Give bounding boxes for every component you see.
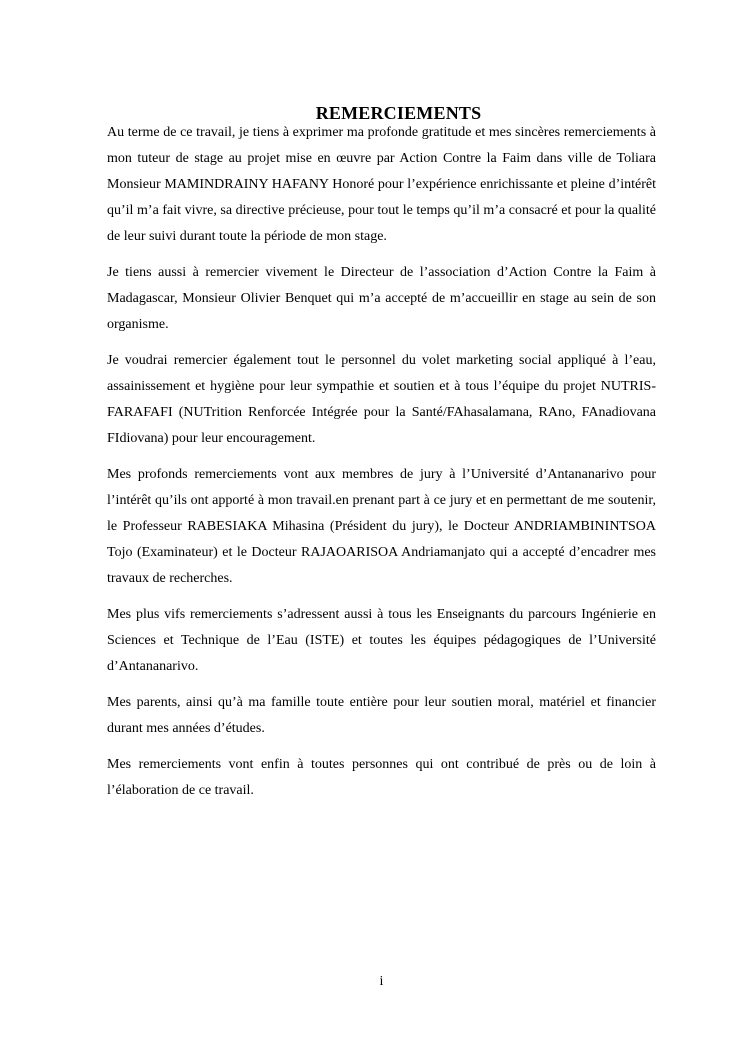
page-title: REMERCIEMENTS — [315, 103, 482, 124]
acknowledgements-body — [107, 120, 656, 814]
paragraph-closing-thanks: Mes remerciements vont enfin à toutes personnes qui ont contribué de près ou de loin à l’élaboration de ce travail. — [107, 757, 656, 798]
paragraph-family-thanks: Mes parents, ainsi qu’à ma famille toute entière pour leur soutien moral, matériel et financier durant mes années d’études. — [107, 695, 656, 736]
paragraph-director-thanks: Je tiens aussi à remercier vivement le Directeur de l’association d’Action Contre la Faim à Madagascar, Monsieur Olivier Benquet qui m’a accepté de m’accueillir en stage au sein de son organisme. — [107, 265, 656, 332]
page-number: i — [379, 974, 384, 989]
paragraph-teachers-thanks: Mes plus vifs remerciements s’adressent aussi à tous les Enseignants du parcours Ingénierie en Sciences et Technique de l’Eau (ISTE) et toutes les équipes pédagogiques de l’Université d’Antananarivo. — [107, 607, 656, 674]
paragraph-staff-thanks: Je voudrai remercier également tout le personnel du volet marketing social appliqué à l’eau, assainissement et hygiène pour leur sympathie et soutien et à tous l’équipe du projet NUTRIS-FARAFAFI (NUTrition Renforcée Intégrée pour la Santé/FAhasalamana, RAno, FAnadiovana FIdiovana) pour leur encouragement. — [107, 353, 656, 446]
paragraph-tutor-thanks: Au terme de ce travail, je tiens à exprimer ma profonde gratitude et mes sincères remerciements à mon tuteur de stage au projet mise en œuvre par Action Contre la Faim dans ville de Toliara Monsieur MAMINDRAINY HAFANY Honoré pour l’expérience enrichissante et pleine d’intérêt qu’il m’a fait vivre, sa directive précieuse, pour tout le temps qu’il m’a consacré et pour la qualité de leur suivi durant toute la période de mon stage. — [107, 125, 656, 244]
paragraph-jury-thanks: Mes profonds remerciements vont aux membres de jury à l’Université d’Antananarivo pour l’intérêt qu’ils ont apporté à mon travail.en prenant part à ce jury et en permettant de me soutenir, le Professeur RABESIAKA Mihasina (Président du jury), le Docteur ANDRIAMBININTSOA Tojo (Examinateur) et le Docteur RAJAOARISOA Andriamanjato qui a accepté d’encadrer mes travaux de recherches. — [107, 467, 656, 586]
